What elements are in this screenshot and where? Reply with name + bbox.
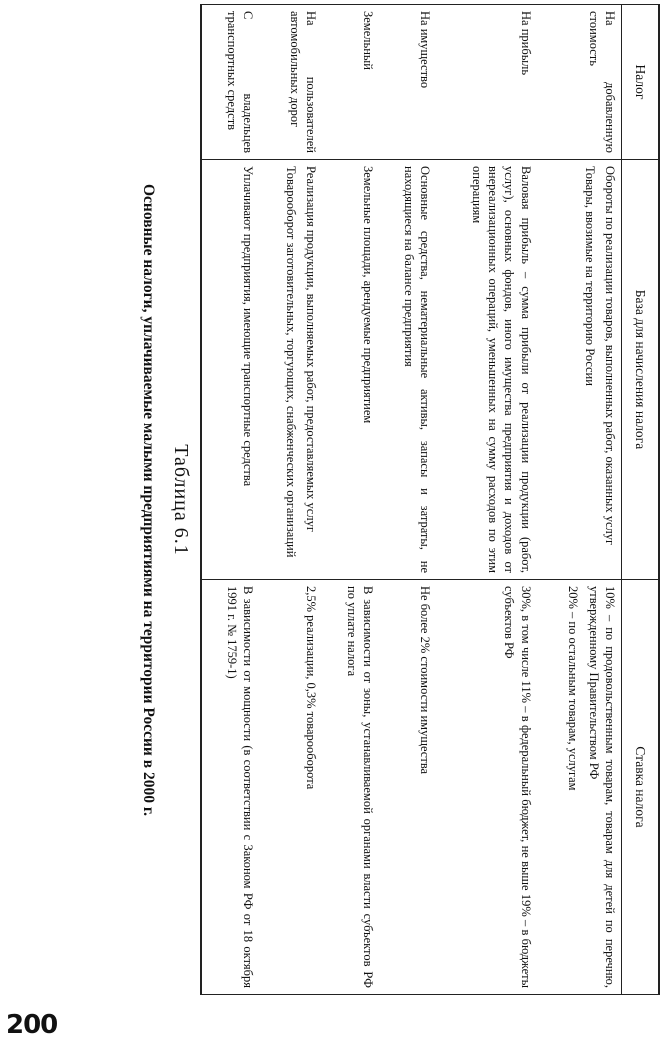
table-title: Основные налоги, уплачиваемые малыми предприятиями на территории России в 2000 г. [140, 183, 157, 817]
header-rate: Ставка налога [622, 580, 660, 995]
rotated-page-content [20, 0, 660, 1000]
cell-rate [537, 580, 622, 995]
table-header-row [622, 5, 660, 995]
cell-tax [201, 5, 259, 160]
base-text: Основные средства, нематериальные активы, запасы и затраты, не находящиеся на балансе предприятия [401, 166, 432, 573]
rate-text: 10% – по продовольственным товарам, товарам для детей по перечню, утвержденному Правительством РФ [586, 586, 617, 988]
cell-tax [537, 5, 622, 160]
base-text: Земельные площади, арендуемые предприятием [360, 166, 375, 424]
table-row [259, 5, 321, 995]
cell-base [201, 160, 259, 580]
cell-tax [259, 5, 321, 160]
cell-base [322, 160, 379, 580]
table-caption: Таблица 6.1 [170, 444, 192, 556]
cell-tax [436, 5, 537, 160]
base-text: Уплачивают предприятия, имеющие транспортные средства [241, 166, 256, 487]
cell-rate [436, 580, 537, 995]
cell-base [379, 160, 436, 580]
rate-text: В зависимости от мощности (в соответствии с Законом РФ от 18 октября 1991 г. № 1759-1) [225, 586, 256, 988]
header-base: База для начисления налога [622, 160, 660, 580]
tax-table [200, 4, 660, 995]
rate-text: 20% – по остальным товарам, услугам [566, 586, 581, 791]
table-row [201, 5, 259, 995]
rate-text: 2,5% реализации, 0,3% товарооборота [303, 586, 318, 790]
cell-base [259, 160, 321, 580]
base-text: Валовая прибыль – сумма прибыли от реализации продукции (работ, услуг), основных фондов, иного имущества предприятия и доходов от внереализационных операций, уменьшенных на сумму расходов по этим операциям [469, 166, 533, 573]
cell-rate [259, 580, 321, 995]
cell-rate [322, 580, 379, 995]
cell-rate [379, 580, 436, 995]
table-row [379, 5, 436, 995]
base-text: Товары, ввозимые на территорию России [582, 166, 597, 386]
tax-name: На прибыль [518, 11, 533, 76]
cell-base [537, 160, 622, 580]
base-text: Товарооборот заготовительных, торгующих, снабженческих организаций [283, 166, 298, 558]
rate-text: 30%, в том числе 11% – в федеральный бюджет, не выше 19% – в бюджеты субъектов РФ [502, 586, 533, 988]
cell-tax [322, 5, 379, 160]
cell-rate [201, 580, 259, 995]
tax-name: На добавленную стоимость [586, 11, 617, 153]
base-text: Реализация продукции, выполняемых работ, предоставляемых услуг [303, 166, 318, 532]
cell-tax [379, 5, 436, 160]
tax-name: На пользователей автомобильных дорог [287, 11, 318, 153]
base-text: Обороты по реализации товаров, выполненных работ, оказанных услуг [603, 166, 617, 546]
table-row [322, 5, 379, 995]
table-row [537, 5, 622, 995]
cell-base [436, 160, 537, 580]
rate-text: Не более 2% стоимости имущества [417, 586, 432, 775]
tax-name: С владельцев транспортных средств [225, 11, 256, 153]
tax-name: На имущество [417, 11, 432, 89]
page-number: 200 [6, 1010, 58, 1040]
tax-name: Земельный [360, 11, 375, 70]
header-tax: Налог [622, 5, 660, 160]
rate-text: В зависимости от зоны, устанавливаемой органами власти субъектов РФ по уплате налога [344, 586, 375, 988]
table-row [436, 5, 537, 995]
